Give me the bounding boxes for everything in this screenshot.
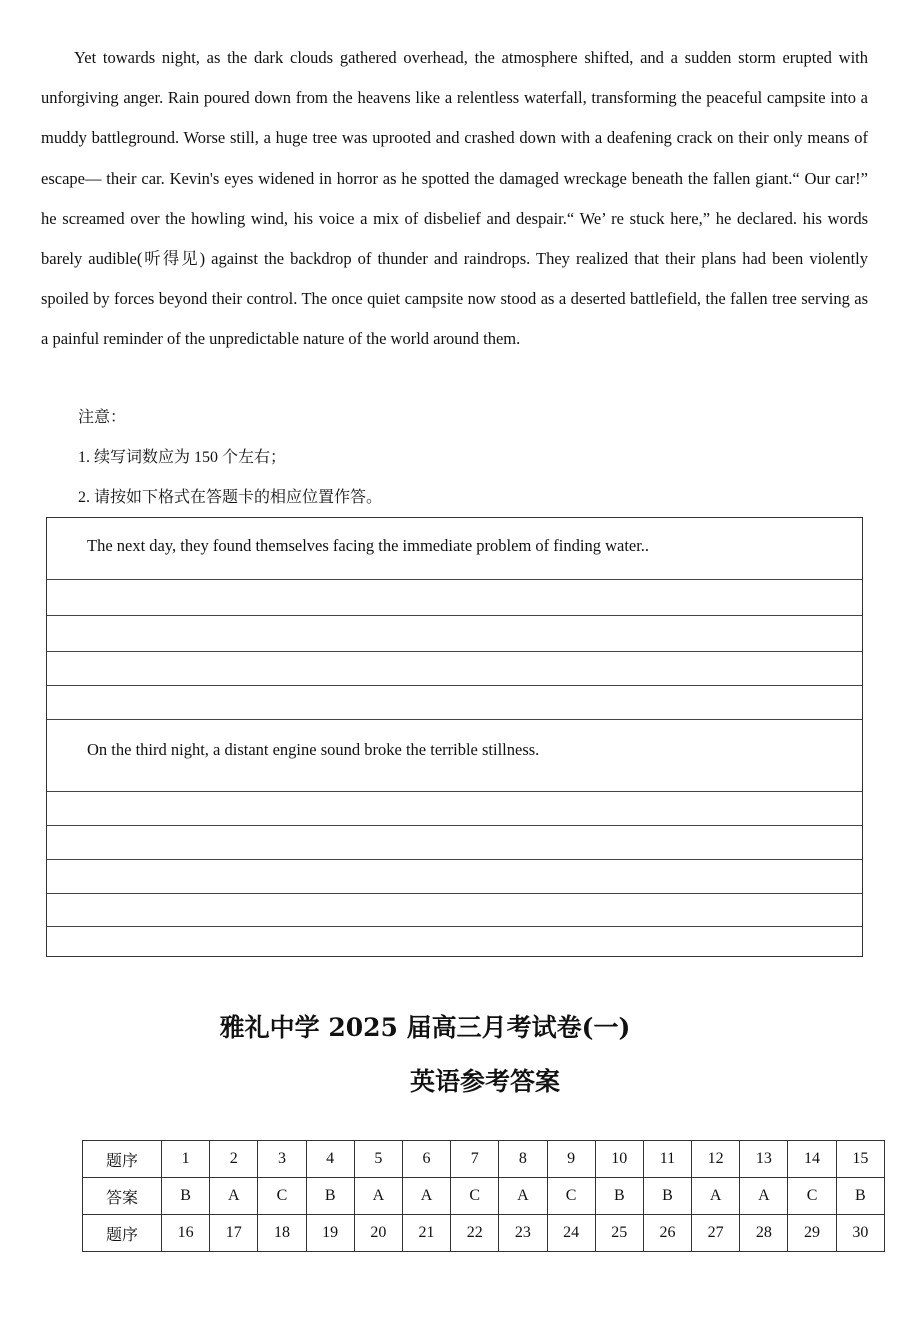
writing-line[interactable] (47, 860, 862, 894)
question-number-cell: 9 (547, 1141, 595, 1178)
answer-cell: C (258, 1178, 306, 1215)
answer-cell: A (402, 1178, 450, 1215)
question-number-cell: 20 (354, 1215, 402, 1252)
writing-line[interactable] (47, 792, 862, 826)
question-number-cell: 7 (451, 1141, 499, 1178)
question-number-cell: 13 (740, 1141, 788, 1178)
row-label: 题序 (83, 1141, 162, 1178)
question-number-cell: 12 (692, 1141, 740, 1178)
question-number-cell: 26 (643, 1215, 691, 1252)
writing-answer-box (46, 517, 863, 957)
question-number-cell: 29 (788, 1215, 836, 1252)
question-number-cell: 6 (402, 1141, 450, 1178)
writing-line[interactable] (47, 616, 862, 652)
question-number-cell: 23 (499, 1215, 547, 1252)
story-passage: Yet towards night, as the dark clouds gathered overhead, the atmosphere shifted, and a sudden storm erupted with unforgiving anger. Rain poured down from the heavens like a relentless waterfall, transforming the peaceful campsite into a muddy battleground. Worse still, a huge tree was uprooted and crashed down with a deafening crack on their only means of escape— their car. Kevin's eyes widened in horror as he spotted the damaged wreckage beneath the fallen giant.“ Our car!” he screamed over the howling wind, his voice a mix of disbelief and despair.“ We’ re stuck here,” he declared. his words barely audible(听得见) against the backdrop of thunder and raindrops. They realized that their plans had been violently spoiled by forces beyond their control. The once quiet campsite now stood as a deserted battlefield, the fallen tree serving as a painful reminder of the unpredictable nature of the world around them. (41, 48, 868, 349)
question-number-cell: 25 (595, 1215, 643, 1252)
writing-line[interactable] (47, 927, 862, 958)
answer-cell: A (499, 1178, 547, 1215)
writing-line[interactable] (47, 652, 862, 686)
question-number-cell: 15 (836, 1141, 884, 1178)
question-number-cell: 4 (306, 1141, 354, 1178)
question-number-cell: 11 (643, 1141, 691, 1178)
answer-cell: A (210, 1178, 258, 1215)
answer-cell: B (162, 1178, 210, 1215)
question-number-cell: 21 (402, 1215, 450, 1252)
question-number-cell: 10 (595, 1141, 643, 1178)
question-number-cell: 14 (788, 1141, 836, 1178)
note-item: 2. 请按如下格式在答题卡的相应位置作答。 (78, 489, 383, 507)
answer-key-table (82, 1140, 885, 1252)
question-number-cell: 19 (306, 1215, 354, 1252)
writing-line[interactable] (47, 686, 862, 720)
question-number-cell: 1 (162, 1141, 210, 1178)
question-number-cell: 24 (547, 1215, 595, 1252)
question-number-cell: 18 (258, 1215, 306, 1252)
question-number-cell: 3 (258, 1141, 306, 1178)
paragraph-1-prompt: The next day, they found themselves facing the immediate problem of finding water.. (87, 536, 650, 555)
prompt-row (47, 518, 862, 580)
paragraph-2-prompt: On the third night, a distant engine sound broke the terrible stillness. (87, 740, 540, 759)
answer-key-title: 雅礼中学 2025 届高三月考试卷(一) (219, 1013, 631, 1042)
answer-cell: C (547, 1178, 595, 1215)
writing-line[interactable] (47, 894, 862, 927)
answer-row (83, 1178, 885, 1215)
question-number-cell: 27 (692, 1215, 740, 1252)
question-number-cell: 8 (499, 1141, 547, 1178)
writing-line[interactable] (47, 580, 862, 616)
answer-cell: A (354, 1178, 402, 1215)
writing-line[interactable] (47, 826, 862, 860)
notes-heading: 注意： (78, 409, 127, 426)
question-number-row (83, 1141, 885, 1178)
answer-cell: C (788, 1178, 836, 1215)
answer-cell: B (643, 1178, 691, 1215)
answer-cell: B (595, 1178, 643, 1215)
question-number-row (83, 1215, 885, 1252)
row-label: 题序 (83, 1215, 162, 1252)
answer-key-subtitle: 英语参考答案 (409, 1067, 560, 1096)
answer-cell: A (692, 1178, 740, 1215)
answer-cell: A (740, 1178, 788, 1215)
question-number-cell: 28 (740, 1215, 788, 1252)
notes-section (78, 398, 382, 519)
question-number-cell: 17 (210, 1215, 258, 1252)
question-number-cell: 22 (451, 1215, 499, 1252)
answer-cell: B (306, 1178, 354, 1215)
row-label: 答案 (83, 1178, 162, 1215)
answer-cell: C (451, 1178, 499, 1215)
question-number-cell: 2 (210, 1141, 258, 1178)
question-number-cell: 5 (354, 1141, 402, 1178)
prompt-row (47, 720, 862, 792)
question-number-cell: 30 (836, 1215, 884, 1252)
note-item: 1. 续写词数应为 150 个左右； (78, 449, 287, 467)
answer-cell: B (836, 1178, 884, 1215)
question-number-cell: 16 (162, 1215, 210, 1252)
